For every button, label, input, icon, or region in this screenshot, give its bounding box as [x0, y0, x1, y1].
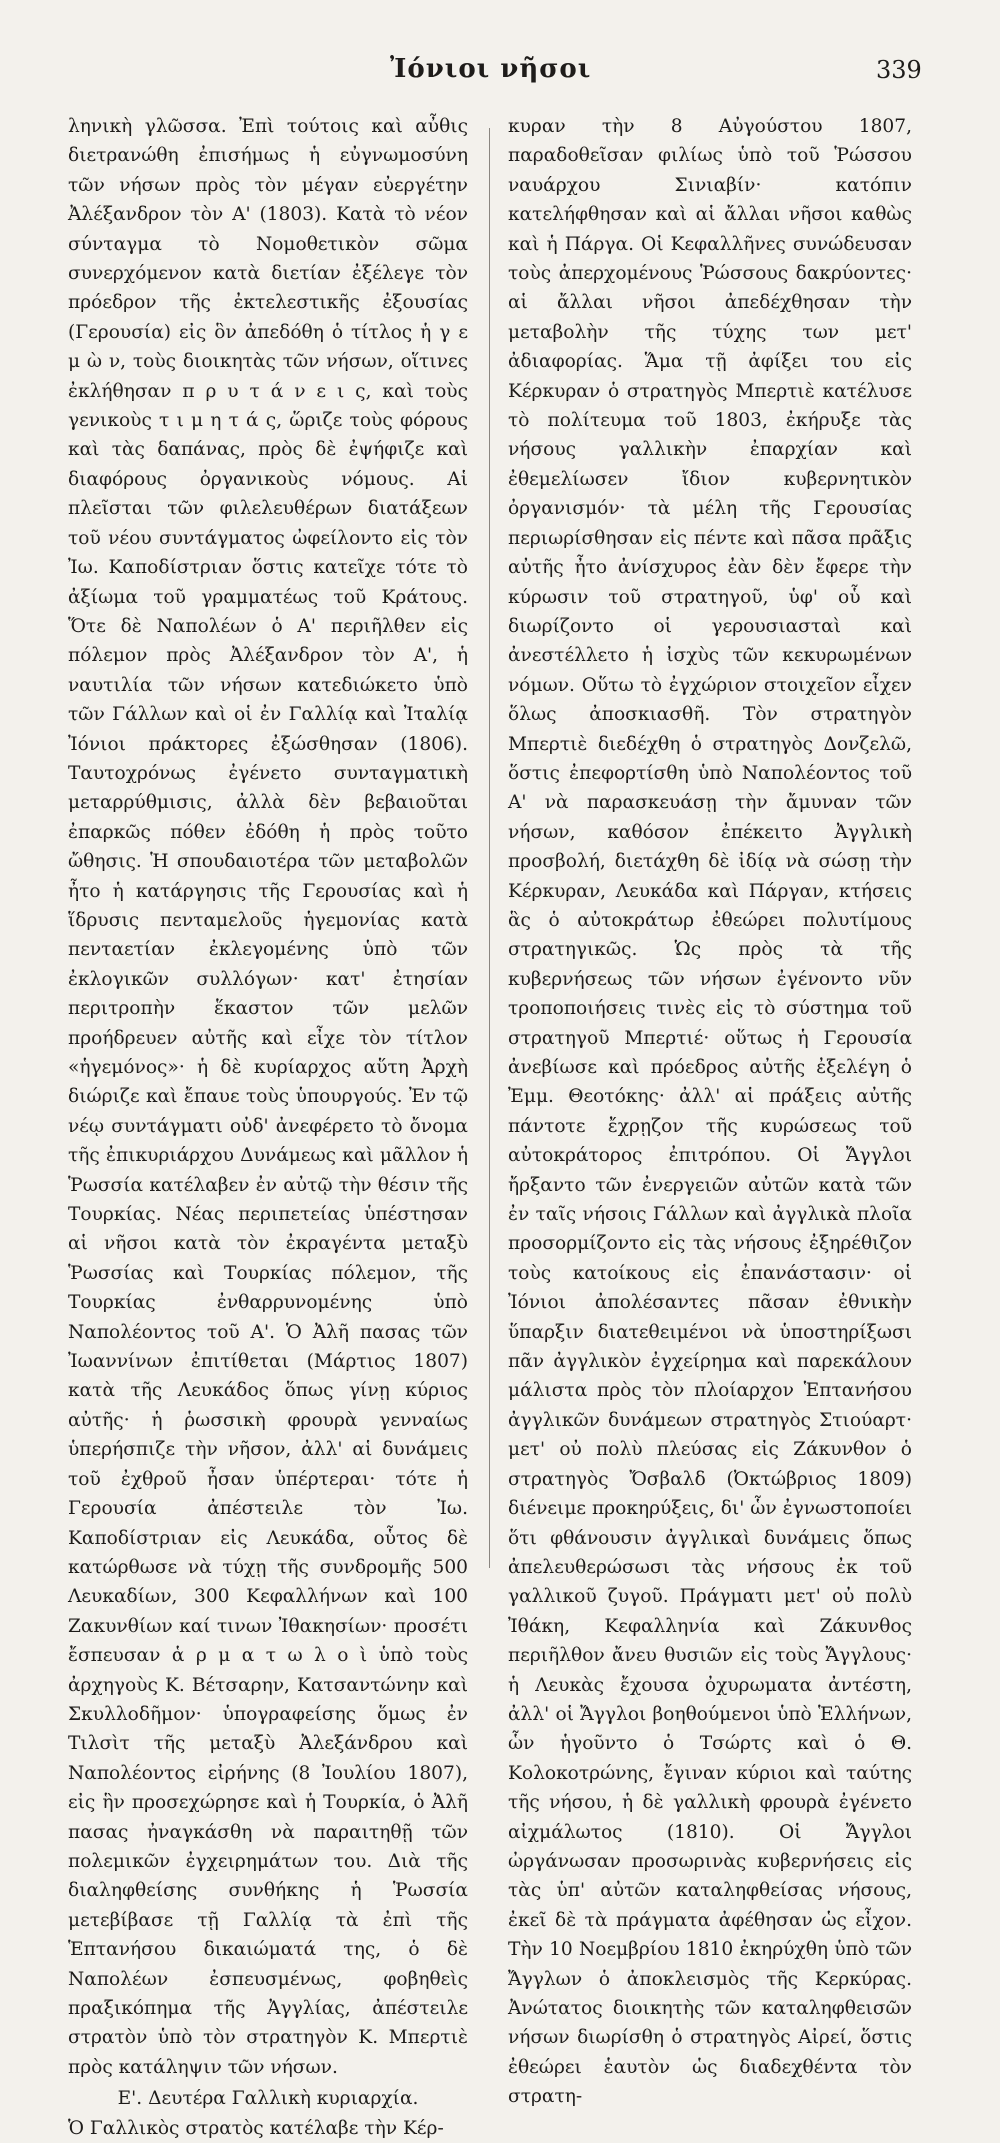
running-head	[0, 54, 1000, 94]
running-title: Ἰόνιοι νῆσοι	[390, 54, 592, 84]
left-column-text: ληνικὴ γλῶσσα. Ἐπὶ τούτοις καὶ αὖθις διετρανώθη ἐπισήμως ἡ εὐγνωμοσύνη τῶν νήσων πρὸς τὸν μέγαν εὐεργέτην Ἀλέξανδρον τὸν Α' (1803). Κατὰ τὸ νέον σύνταγμα τὸ Νομοθετικὸν σῶμα συνερχόμενον κατὰ διετίαν ἐξέλεγε τὸν πρόεδρον τῆς ἐκτελεστικῆς ἐξουσίας (Γερουσία) εἰς ὃν ἀπεδόθη ὁ τίτλος ἡ γ ε μ ὼ ν, τοὺς διοικητὰς τῶν νήσων, οἵτινες ἐκλήθησαν π ρ υ τ ά ν ε ι ς, καὶ τοὺς γενικοὺς τ ι μ η τ ά ς, ὥριζε τοὺς φόρους καὶ τὰς δαπάνας, πρὸς δὲ ἐψήφιζε καὶ διαφόρους ὀργανικοὺς νόμους. Αἱ πλεῖσται τῶν φιλελευθέρων διατάξεων τοῦ νέου συντάγματος ὠφείλοντο εἰς τὸν Ἰω. Καποδίστριαν ὅστις κατεῖχε τότε τὸ ἀξίωμα τοῦ γραμματέως τοῦ Κράτους. Ὅτε δὲ Ναπολέων ὁ Α' περιῆλθεν εἰς πόλεμον πρὸς Ἀλέξανδρον τὸν Α', ἡ ναυτιλία τῶν νήσων κατεδιώκετο ὑπὸ τῶν Γάλλων καὶ οἱ ἐν Γαλλίᾳ καὶ Ἰταλίᾳ Ἰόνιοι πράκτορες ἐξώσθησαν (1806). Ταυτοχρόνως ἐγένετο συνταγματικὴ μεταρρύθμισις, ἀλλὰ δὲν βεβαιοῦται ἐπαρκῶς πόθεν ἐδόθη ἡ πρὸς τοῦτο ὤθησις. Ἡ σπουδαιοτέρα τῶν μεταβολῶν ἦτο ἡ κατάργησις τῆς Γερουσίας καὶ ἡ ἵδρυσις πενταμελοῦς ἡγεμονίας κατὰ πενταετίαν ἐκλεγομένης ὑπὸ τῶν ἐκλογικῶν συλλόγων· κατ' ἐτησίαν περιτροπὴν ἕκαστον τῶν μελῶν προήδρευεν αὐτῆς καὶ εἶχε τὸν τίτλον «ἡγεμόνος»· ἡ δὲ κυρίαρχος αὕτη Ἀρχὴ διώριζε καὶ ἔπαυε τοὺς ὑπουργούς. Ἐν τῷ νέῳ συντάγματι οὐδ' ἀνεφέρετο τὸ ὄνομα τῆς ἐπικυριάρχου Δυνάμεως καὶ μᾶλλον ἡ Ῥωσσία κατέλαβεν ἐν αὐτῷ τὴν θέσιν τῆς Τουρκίας. Νέας περιπετείας ὑπέστησαν αἱ νῆσοι κατὰ τὸν ἐκραγέντα μεταξὺ Ῥωσσίας καὶ Τουρκίας πόλεμον, τῆς Τουρκίας ἐνθαρρυνομένης ὑπὸ Ναπολέοντος τοῦ Α'. Ὁ Ἀλῆ πασας τῶν Ἰωαννίνων ἐπιτίθεται (Μάρτιος 1807) κατὰ τῆς Λευκάδος ὅπως γίνῃ κύριος αὐτῆς· ἡ ῥωσσικὴ φρουρὰ γενναίως ὑπερήσπιζε τὴν νῆσον, ἀλλ' αἱ δυνάμεις τοῦ ἐχθροῦ ἦσαν ὑπέρτεραι· τότε ἡ Γερουσία ἀπέστειλε τὸν Ἰω. Καποδίστριαν εἰς Λευκάδα, οὗτος δὲ κατώρθωσε νὰ τύχῃ τῆς συνδρομῆς 500 Λευκαδίων, 300 Κεφαλλήνων καὶ 100 Ζακυνθίων καί τινων Ἰθακησίων· προσέτι ἔσπευσαν ἁ ρ μ α τ ω λ ο ὶ ὑπὸ τοὺς ἀρχηγοὺς Κ. Βέτσαρην, Κατσαντώνην καὶ Σκυλλοδῆμον· ὑπογραφείσης ὅμως ἐν Τιλσὶτ τῆς μεταξὺ Ἀλεξάνδρου καὶ Ναπολέοντος εἰρήνης (8 Ἰουλίου 1807), εἰς ἣν προσεχώρησε καὶ ἡ Τουρκία, ὁ Ἀλῆ πασας ἠναγκάσθη νὰ παραιτηθῇ τῶν πολεμικῶν ἐγχειρημάτων του. Διὰ τῆς διαληφθείσης συνθήκης ἡ Ῥωσσία μετεβίβασε τῇ Γαλλίᾳ τὰ ἐπὶ τῆς Ἑπτανήσου δικαιώματά της, ὁ δὲ Ναπολέων ἐσπευσμένως, φοβηθεὶς πραξικόπημα τῆς Ἀγγλίας, ἀπέστειλε στρατὸν ὑπὸ τὸν στρατηγὸν Κ. Μπερτιὲ πρὸς κατάληψιν τῶν νήσων.	[68, 116, 468, 2078]
left-column-closing: Ὁ Γαλλικὸς στρατὸς κατέλαβε τὴν Κέρ-	[68, 2117, 444, 2139]
right-column	[508, 112, 912, 2112]
left-column	[68, 112, 468, 2143]
section-heading: Ε'. Δευτέρα Γαλλικὴ κυριαρχία.	[117, 2088, 419, 2110]
column-divider	[489, 128, 490, 1568]
right-column-text: κυραν τὴν 8 Αὐγούστου 1807, παραδοθεῖσαν φιλίως ὑπὸ τοῦ Ῥώσσου ναυάρχου Σινιαβίν· κατόπιν κατελήφθησαν καὶ αἱ ἄλλαι νῆσοι καθὼς καὶ ἡ Πάργα. Οἱ Κεφαλλῆνες συνώδευσαν τοὺς ἀπερχομένους Ῥώσσους δακρύοντες· αἱ ἄλλαι νῆσοι ἀπεδέχθησαν τὴν μεταβολὴν τῆς τύχης των μετ' ἀδιαφορίας. Ἅμα τῇ ἀφίξει του εἰς Κέρκυραν ὁ στρατηγὸς Μπερτιὲ κατέλυσε τὸ πολίτευμα τοῦ 1803, ἐκήρυξε τὰς νήσους γαλλικὴν ἐπαρχίαν καὶ ἐθεμελίωσεν ἴδιον κυβερνητικὸν ὀργανισμόν· τὰ μέλη τῆς Γερουσίας περιωρίσθησαν εἰς πέντε καὶ πᾶσα πρᾶξις αὐτῆς ἦτο ἀνίσχυρος ἐὰν δὲν ἔφερε τὴν κύρωσιν τοῦ στρατηγοῦ, ὑφ' οὗ καὶ διωρίζοντο οἱ γερουσιασταὶ καὶ ἀνεστέλλετο ἡ ἰσχὺς τῶν κεκυρωμένων νόμων. Οὕτω τὸ ἐγχώριον στοιχεῖον εἶχεν ὅλως ἀποσκιασθῆ. Τὸν στρατηγὸν Μπερτιὲ διεδέχθη ὁ στρατηγὸς Δονζελῶ, ὅστις ἐπεφορτίσθη ὑπὸ Ναπολέοντος τοῦ Α' νὰ παρασκευάσῃ τὴν ἄμυναν τῶν νήσων, καθόσον ἐπέκειτο Ἀγγλικὴ προσβολή, διετάχθη δὲ ἰδίᾳ νὰ σώσῃ τὴν Κέρκυραν, Λευκάδα καὶ Πάργαν, κτήσεις ἃς ὁ αὐτοκράτωρ ἐθεώρει πολυτίμους στρατηγικῶς. Ὡς πρὸς τὰ τῆς κυβερνήσεως τῶν νήσων ἐγένοντο νῦν τροποποιήσεις τινὲς εἰς τὸ σύστημα τοῦ στρατηγοῦ Μπερτιέ· οὕτως ἡ Γερουσία ἀνεβίωσε καὶ πρόεδρος αὐτῆς ἐξελέγη ὁ Ἐμμ. Θεοτόκης· ἀλλ' αἱ πράξεις αὐτῆς πάντοτε ἔχρῃζον τῆς κυρώσεως τοῦ αὐτοκράτορος ἐπιτρόπου. Οἱ Ἄγγλοι ἤρξαντο τῶν ἐνεργειῶν αὐτῶν κατὰ τῶν ἐν ταῖς νήσοις Γάλλων καὶ ἀγγλικὰ πλοῖα προσορμίζοντο εἰς τὰς νήσους ἐξηρέθιζον τοὺς κατοίκους εἰς ἐπανάστασιν· οἱ Ἰόνιοι ἀπολέσαντες πᾶσαν ἐθνικὴν ὕπαρξιν διατεθειμένοι νὰ ὑποστηρίξωσι πᾶν ἀγγλικὸν ἐγχείρημα καὶ παρεκάλουν μάλιστα πρὸς τὸν πλοίαρχον Ἑπτανήσου ἀγγλικῶν δυνάμεων στρατηγὸς Στιούαρτ· μετ' οὐ πολὺ πλεύσας εἰς Ζάκυνθον ὁ στρατηγὸς Ὄσβαλδ (Ὀκτώβριος 1809) διένειμε προκηρύξεις, δι' ὧν ἐγνωστοποίει ὅτι φθάνουσιν ἀγγλικαὶ δυνάμεις ὅπως ἀπελευθερώσωσι τὰς νήσους ἐκ τοῦ γαλλικοῦ ζυγοῦ. Πράγματι μετ' οὐ πολὺ Ἰθάκη, Κεφαλληνία καὶ Ζάκυνθος περιῆλθον ἄνευ θυσιῶν εἰς τοὺς Ἄγγλους· ἡ Λευκὰς ἔχουσα ὀχυρωματα ἀντέστη, ἀλλ' οἱ Ἄγγλοι βοηθούμενοι ὑπὸ Ἑλλήνων, ὧν ἡγοῦντο ὁ Τσώρτς καὶ ὁ Θ. Κολοκοτρώνης, ἔγιναν κύριοι καὶ ταύτης τῆς νήσου, ἡ δὲ γαλλικὴ φρουρὰ ἐγένετο αἰχμάλωτος (1810). Οἱ Ἄγγλοι ὠργάνωσαν προσωρινὰς κυβερνήσεις εἰς τὰς ὑπ' αὐτῶν καταληφθείσας νήσους, ἐκεῖ δὲ τὰ πράγματα ἀφέθησαν ὡς εἶχον. Τὴν 10 Νοεμβρίου 1810 ἐκηρύχθη ὑπὸ τῶν Ἄγγλων ὁ ἀποκλεισμὸς τῆς Κερκύρας. Ἀνώτατος διοικητὴς τῶν καταληφθεισῶν νήσων διωρίσθη ὁ στρατηγὸς Αἰρεί, ὅστις ἐθεώρει ἑαυτὸν ὡς διαδεχθέντα τὸν στρατη-	[508, 116, 912, 2108]
page-number: 339	[876, 56, 922, 84]
